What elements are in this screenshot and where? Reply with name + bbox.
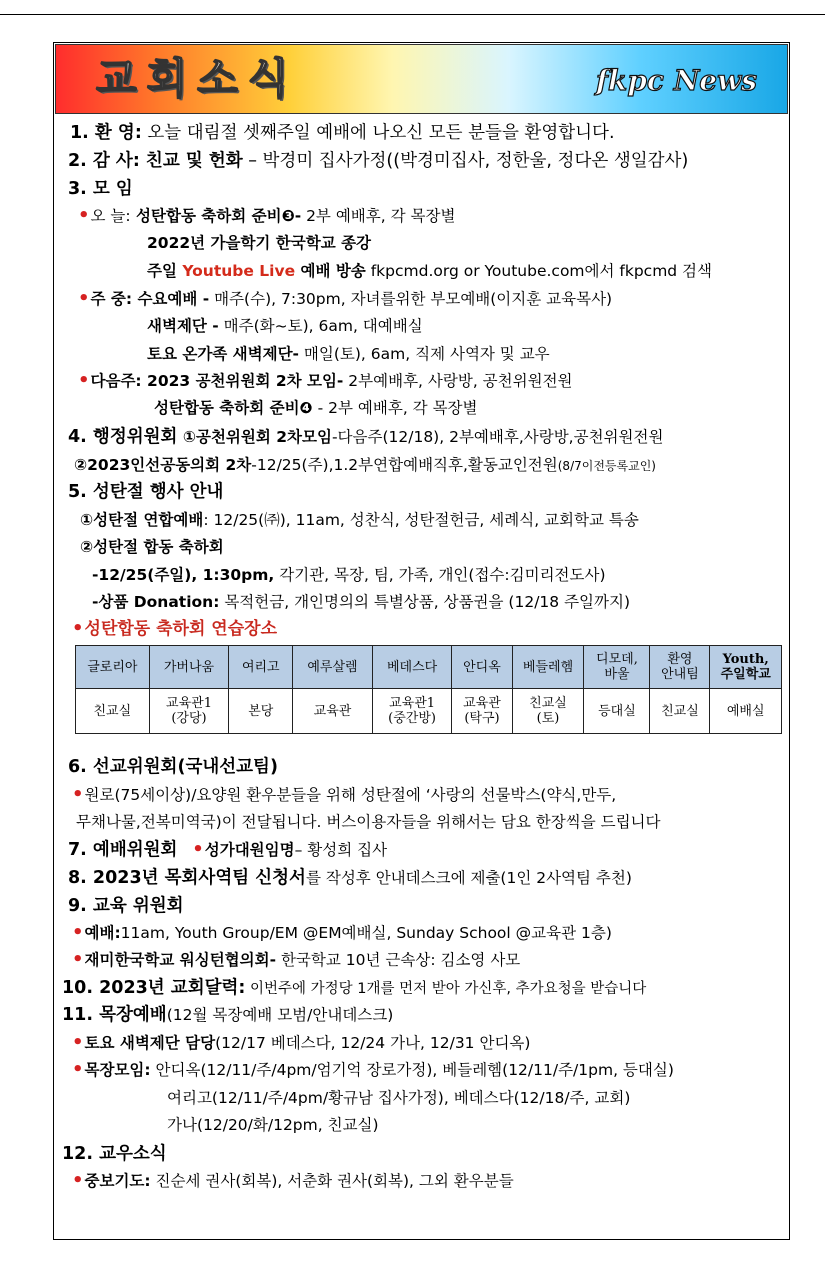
cell-2-bold: 목장모임: — [84, 1061, 151, 1079]
cell-worship-text: (12월 목장예배 모범/안내데스크) — [166, 1006, 394, 1024]
next-1-bold: 2023 공천위원회 2차 모임- — [141, 372, 344, 390]
section-education-title: 9. 교육 위원회 — [68, 896, 184, 916]
today-1-text: 2부 예배후, 각 목장별 — [301, 207, 456, 225]
item-welcome — [70, 122, 615, 144]
bullet-icon: • — [72, 949, 84, 970]
week-label: 주 중: — [90, 290, 133, 308]
next-2-text: - 2부 예배후, 각 목장별 — [312, 399, 478, 417]
education-1-text: 11am, Youth Group/EM @EM예배실, Sunday School @교육관 1층) — [120, 924, 612, 942]
youtube-live-label: Youtube Live — [182, 262, 296, 280]
christmas-1-bold: ①성탄절 연합예배 — [80, 511, 204, 529]
table-header-cell: 여리고 — [229, 646, 293, 689]
christmas-item-1 — [80, 509, 639, 531]
bullet-icon: • — [72, 618, 84, 639]
rehearsal-title: 성탄합동 축하회 연습장소 — [84, 619, 277, 639]
table-header-cell: 가버나움 — [149, 646, 229, 689]
bullet-icon: • — [72, 1032, 84, 1053]
rehearsal-venue-table — [75, 645, 782, 734]
section-members-title: 12. 교우소식 — [62, 1144, 167, 1164]
table-header-cell: 예루살렘 — [293, 646, 373, 689]
christmas-prize — [92, 591, 630, 613]
table-header-cell: 글로리아 — [76, 646, 150, 689]
admin-1-bold: ①공천위원회 2차모임 — [177, 428, 332, 446]
item-ministry-form — [68, 867, 632, 889]
table-header-cell: 환영 안내팀 — [650, 646, 710, 689]
table-header-cell: 베들레헴 — [512, 646, 584, 689]
table-cell: 친교실 — [76, 689, 150, 734]
education-1-bold: 예배: — [84, 924, 121, 942]
christmas-prize-text: 목적헌금, 개인명의의 특별상품, 상품권을 (12/18 주일까지) — [219, 593, 631, 611]
choir-appoint-bold: 성가대원임명 — [204, 841, 295, 859]
table-header-cell: 디모데, 바울 — [584, 646, 650, 689]
choir-appoint-text: – 황성희 집사 — [294, 841, 388, 859]
worship-committee-title: 7. 예배위원회 — [68, 840, 178, 860]
mission-text-1: 원로(75세이상)/요양원 환우분들을 위해 성탄절에 ‘사랑의 선물박스(약식,만두, — [84, 786, 617, 804]
members-item — [72, 1170, 514, 1192]
today-1-bold: 성탄합동 축하회 준비❸- — [130, 207, 302, 225]
table-header-cell: 안디옥 — [452, 646, 512, 689]
christmas-date-text: 각기관, 목장, 팀, 가족, 개인(접수:김미리전도사) — [274, 566, 606, 584]
item-cell-worship — [62, 1004, 393, 1026]
thanks-label: 2. 감 사: — [68, 151, 140, 171]
christmas-1-text: : 12/25(㈜), 11am, 성찬식, 성탄절헌금, 세례식, 교회학교 특송 — [203, 511, 639, 529]
bullet-icon: • — [72, 784, 84, 805]
meeting-week-2 — [147, 315, 423, 337]
ministry-form-text: 를 작성후 안내데스크에 제출(1인 2사역팀 추천) — [305, 869, 632, 887]
today-label: 오 늘: — [90, 207, 131, 225]
members-bold: 중보기도: — [84, 1172, 151, 1190]
cell-item-2 — [72, 1059, 674, 1081]
christmas-date-bold: -12/25(주일), 1:30pm, — [92, 566, 275, 584]
week-2-bold: 새벽제단 - — [147, 317, 219, 335]
table-header-cell: 베데스다 — [372, 646, 452, 689]
thanks-text: – 박경미 집사가정((박경미집사, 정한울, 정다온 생일감사) — [242, 151, 689, 171]
calendar-bold: 10. 2023년 교회달력: — [62, 978, 246, 998]
education-item-1 — [72, 922, 612, 944]
table-header-row — [76, 646, 782, 689]
table-cell: 친교실 (토) — [512, 689, 584, 734]
cell-item-2-line-2: 여리고(12/11/주/4pm/황규남 집사가정), 베데스다(12/18/주, 교회) — [167, 1089, 631, 1107]
meeting-next-1 — [78, 370, 573, 392]
bullet-icon: • — [78, 288, 90, 309]
cell-1-bold: 토요 새벽제단 담당 — [84, 1034, 216, 1052]
cell-2-line-1: 안디옥(12/11/주/4pm/엄기억 장로가정), 베들레헴(12/11/주/1pm, 등대실) — [150, 1061, 674, 1079]
welcome-label: 1. 환 영: — [70, 123, 142, 143]
admin-2-bold: ②2023인선공동의회 2차 — [74, 456, 252, 474]
meeting-today-1 — [78, 205, 455, 227]
next-1-text: 2부예배후, 사랑방, 공천위원전원 — [343, 372, 573, 390]
item-worship-committee — [68, 839, 387, 861]
admin-2-text: -12/25(주),1.2부연합예배직후,활동교인전원 — [251, 456, 558, 474]
news-banner — [55, 44, 788, 114]
education-item-2 — [72, 949, 520, 971]
section-christmas-title: 5. 성탄절 행사 안내 — [68, 482, 224, 502]
bullet-icon: • — [78, 370, 90, 391]
admin-title: 4. 행정위원회 — [68, 427, 178, 447]
christmas-date — [92, 564, 606, 586]
bullet-icon: • — [72, 922, 84, 943]
meeting-next-2 — [154, 397, 478, 419]
ministry-form-bold: 8. 2023년 목회사역팀 신청서 — [68, 868, 306, 888]
week-2-text: 매주(화~토), 6am, 대예배실 — [218, 317, 423, 335]
next-2-bold: 성탄합동 축하회 준비❹ — [154, 399, 313, 417]
section-mission-title: 6. 선교위원회(국내선교팀) — [68, 757, 278, 777]
cell-1-text: (12/17 베데스다, 12/24 가나, 12/31 안디옥) — [215, 1034, 531, 1052]
today-3-pre: 주일 — [147, 262, 183, 280]
banner-title: 교회소식 — [96, 54, 299, 103]
item-admin-2 — [74, 454, 656, 477]
meeting-week-3 — [147, 343, 550, 365]
bullet-icon: • — [72, 1059, 84, 1080]
table-cell: 교육관 — [293, 689, 373, 734]
meeting-week-1 — [78, 288, 612, 310]
section-meetings-title: 3. 모 임 — [68, 179, 133, 199]
members-text: 진순세 권사(회복), 서춘화 권사(회복), 그외 환우분들 — [150, 1172, 514, 1190]
christmas-prize-bold: -상품 Donation: — [92, 593, 220, 611]
bullet-icon: • — [78, 205, 90, 226]
week-1-text: 매주(수), 7:30pm, 자녀를위한 부모예배(이지훈 교육목사) — [209, 290, 613, 308]
table-header-cell: Youth, 주일학교 — [710, 646, 782, 689]
bullet-icon: • — [72, 1170, 84, 1191]
education-2-bold: 재미한국학교 워싱턴협의회- — [84, 951, 277, 969]
christmas-item-2: ②성탄절 합동 축하회 — [80, 538, 224, 556]
table-cell: 교육관1 (강당) — [149, 689, 229, 734]
mission-line-1 — [72, 784, 616, 806]
welcome-text: 오늘 대림절 셋째주일 예배에 나오신 모든 분들을 환영합니다. — [141, 123, 615, 143]
item-thanks — [68, 150, 688, 172]
today-3-bold: 예배 방송 — [295, 262, 366, 280]
rehearsal-heading — [72, 618, 277, 640]
today-3-text: fkpcmd.org or Youtube.com에서 fkpcmd 검색 — [365, 262, 712, 280]
table-cell: 친교실 — [650, 689, 710, 734]
item-calendar — [62, 977, 646, 1000]
table-row — [76, 689, 782, 734]
item-admin — [68, 426, 663, 448]
week-3-text: 매일(토), 6am, 직제 사역자 및 교우 — [298, 345, 550, 363]
table-cell: 교육관 (탁구) — [452, 689, 512, 734]
week-3-bold: 토요 온가족 새벽제단- — [147, 345, 299, 363]
cell-item-2-line-3: 가나(12/20/화/12pm, 친교실) — [167, 1116, 379, 1134]
education-2-text: 한국학교 10년 근속상: 김소영 사모 — [276, 951, 521, 969]
calendar-text: 이번주에 가정당 1개를 먼저 받아 가신후, 추가요청을 받습니다 — [245, 981, 647, 997]
meeting-today-2: 2022년 가을학기 한국학교 종강 — [147, 234, 372, 252]
banner-subtitle: fkpc News — [595, 64, 757, 97]
admin-1-text: -다음주(12/18), 2부예배후,사랑방,공천위원전원 — [331, 428, 664, 446]
table-cell: 예배실 — [710, 689, 782, 734]
table-cell: 본당 — [229, 689, 293, 734]
next-label: 다음주: — [90, 372, 142, 390]
bullet-icon: • — [192, 839, 204, 860]
mission-line-2: 무채나물,전복미역국)이 전달됩니다. 버스이용자들을 위해서는 담요 한장씩을 드립니다 — [76, 813, 661, 831]
table-cell: 등대실 — [584, 689, 650, 734]
cell-worship-title: 11. 목장예배 — [62, 1005, 167, 1025]
week-1-bold: 수요예배 - — [132, 290, 210, 308]
cell-item-1 — [72, 1032, 530, 1054]
thanks-bold: 친교 및 헌화 — [139, 151, 243, 171]
admin-2-small: (8/7이전등록교인) — [557, 459, 656, 473]
meeting-today-3 — [147, 260, 712, 282]
table-cell: 교육관1 (중간방) — [372, 689, 452, 734]
top-rule — [0, 14, 825, 15]
